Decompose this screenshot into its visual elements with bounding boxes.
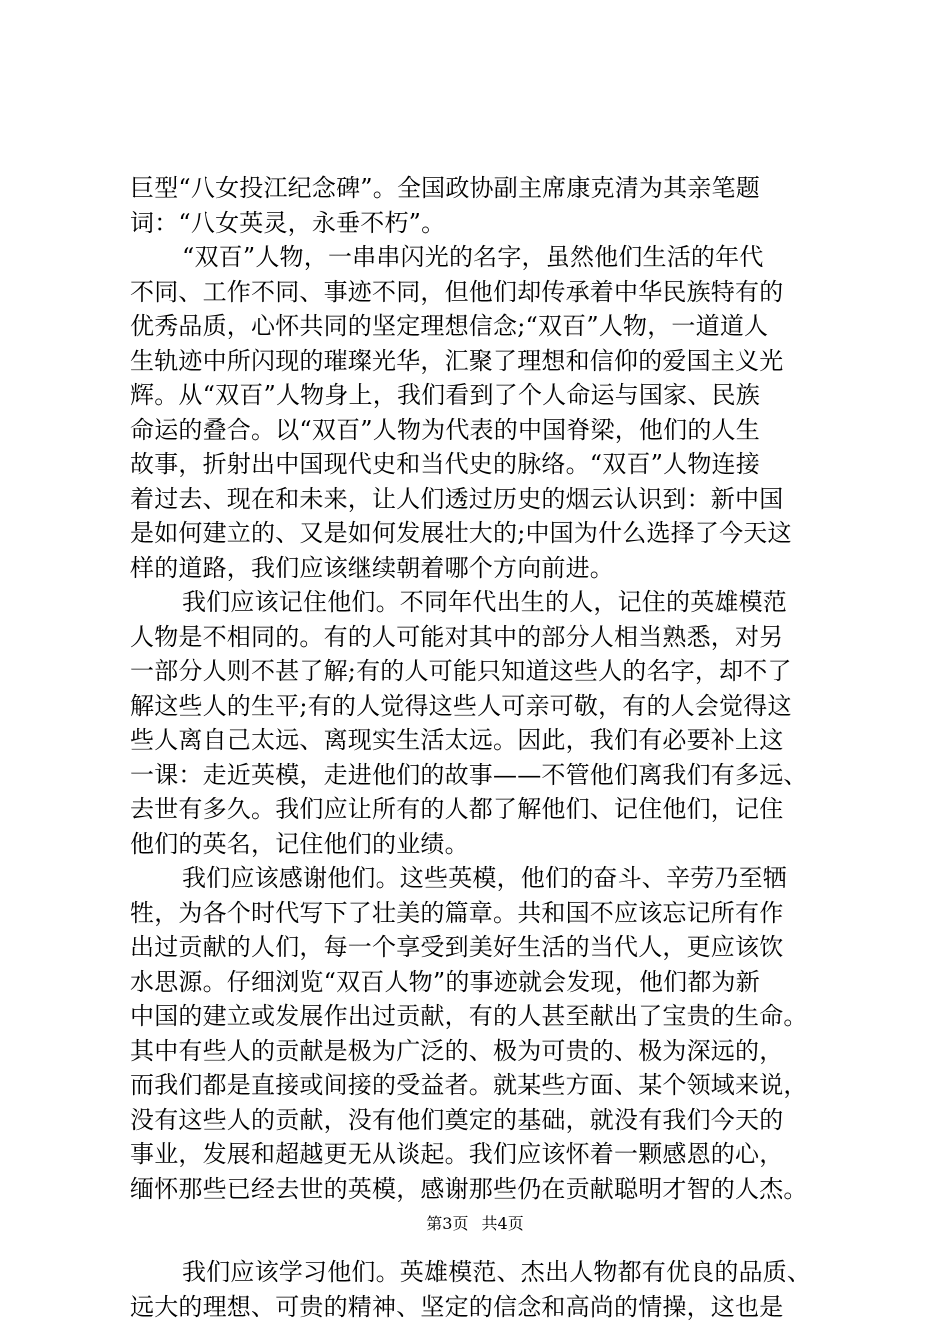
text-line: 缅怀那些已经去世的英模，感谢那些仍在贡献聪明才智的人杰。 xyxy=(130,1174,808,1203)
text-line: 故事，折射出中国现代史和当代史的脉络。“双百”人物连接 xyxy=(130,450,760,478)
document-body xyxy=(130,171,830,1324)
text-line: 其中有些人的贡献是极为广泛的、极为可贵的、极为深远的， xyxy=(130,1036,784,1065)
text-line: 没有这些人的贡献，没有他们奠定的基础，就没有我们今天的 xyxy=(130,1105,784,1134)
text-line: 而我们都是直接或间接的受益者。就某些方面、某个领域来说， xyxy=(130,1071,808,1099)
text-line: 优秀品质，心怀共同的坚定理想信念;“双百”人物，一道道人 xyxy=(130,312,769,340)
text-line: 事业，发展和超越更无从谈起。我们应该怀着一颗感恩的心， xyxy=(130,1140,784,1168)
text-line: 不同、工作不同、事迹不同，但他们却传承着中华民族特有的 xyxy=(130,277,784,306)
text-line: 辉。从“双百”人物身上，我们看到了个人命运与国家、民族 xyxy=(130,381,760,409)
text-line: 水思源。仔细浏览“双百人物”的事迹就会发现，他们都为新 xyxy=(130,967,760,996)
text-line: 出过贡献的人们，每一个享受到美好生活的当代人，更应该饮 xyxy=(130,933,784,961)
text-line: 我们应该记住他们。不同年代出生的人，记住的英雄模范 xyxy=(182,588,787,616)
text-line: “双百”人物，一串串闪光的名字，虽然他们生活的年代 xyxy=(182,243,764,271)
text-line: 些人离自己太远、离现实生活太远。因此，我们有必要补上这 xyxy=(130,726,784,754)
text-line: 一课：走近英模，走进他们的故事——不管他们离我们有多远、 xyxy=(130,760,808,789)
text-line: 我们应该学习他们。英雄模范、杰出人物都有优良的品质、 xyxy=(182,1258,812,1286)
text-line: 命运的叠合。以“双百”人物为代表的中国脊梁，他们的人生 xyxy=(130,415,760,444)
paragraph xyxy=(130,1255,830,1324)
text-line: 是如何建立的、又是如何发展壮大的;中国为什么选择了今天这 xyxy=(130,519,792,547)
text-line: 一部分人则不甚了解;有的人可能只知道这些人的名字，却不了 xyxy=(130,657,792,685)
text-line: 词：“八女英灵，永垂不朽”。 xyxy=(130,208,446,237)
text-line: 远大的理想、可贵的精神、坚定的信念和高尚的情操，这也是 xyxy=(130,1292,784,1321)
text-line: 着过去、现在和未来，让人们透过历史的烟云认识到：新中国 xyxy=(130,484,784,513)
text-line: 样的道路，我们应该继续朝着哪个方向前进。 xyxy=(130,553,614,582)
page-footer xyxy=(0,1214,950,1234)
text-line: 人物是不相同的。有的人可能对其中的部分人相当熟悉，对另 xyxy=(130,622,784,651)
text-line: 去世有多久。我们应让所有的人都了解他们、记住他们，记住 xyxy=(130,795,784,823)
page-number: 第3页 xyxy=(426,1214,469,1233)
text-line: 中国的建立或发展作出过贡献，有的人甚至献出了宝贵的生命。 xyxy=(130,1002,808,1030)
paragraph xyxy=(130,240,830,585)
text-line: 他们的英名，记住他们的业绩。 xyxy=(130,829,469,858)
page-total: 共4页 xyxy=(481,1214,524,1233)
text-line: 牲，为各个时代写下了壮美的篇章。共和国不应该忘记所有作 xyxy=(130,898,784,927)
paragraph xyxy=(130,171,830,240)
paragraph xyxy=(130,861,830,1206)
text-line: 生轨迹中所闪现的璀璨光华，汇聚了理想和信仰的爱国主义光 xyxy=(130,346,784,375)
text-line: 解这些人的生平;有的人觉得这些人可亲可敬，有的人会觉得这 xyxy=(130,691,792,720)
text-line: 我们应该感谢他们。这些英模，他们的奋斗、辛劳乃至牺 xyxy=(182,864,787,892)
paragraph xyxy=(130,585,830,861)
text-line: 巨型“八女投江纪念碑”。全国政协副主席康克清为其亲笔题 xyxy=(130,174,760,202)
